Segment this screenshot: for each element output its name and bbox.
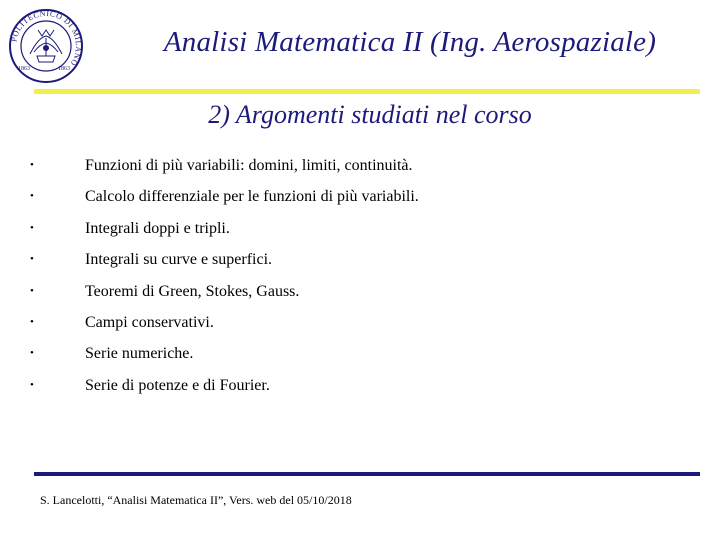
bullet-icon: •	[30, 378, 34, 391]
list-item-text: Campi conservativi.	[85, 313, 214, 331]
list-item	[0, 338, 720, 369]
list-item	[0, 276, 720, 307]
list-item	[0, 213, 720, 244]
footer-divider	[34, 472, 700, 476]
list-item	[0, 370, 720, 401]
bullet-icon: •	[30, 221, 34, 234]
bullet-icon: •	[30, 253, 34, 266]
bullet-icon: •	[30, 159, 34, 171]
list-item	[0, 150, 720, 181]
topic-list	[0, 150, 720, 401]
list-item-text: Serie di potenze e di Fourier.	[85, 376, 270, 394]
list-item-text: Integrali su curve e superfici.	[85, 251, 273, 269]
bullet-icon: •	[30, 284, 34, 297]
header-divider	[34, 89, 700, 94]
slide-title: Analisi Matematica II (Ing. Aerospaziale)	[163, 26, 657, 58]
bullet-icon: •	[30, 190, 34, 203]
university-seal-logo	[8, 8, 84, 84]
list-item-text: Calcolo differenziale per le funzioni di più variabili.	[85, 188, 419, 206]
list-item-text: Integrali doppi e tripli.	[85, 219, 230, 237]
svg-text:POLITECNICO DI MILANO: POLITECNICO DI MILANO	[9, 8, 84, 68]
bullet-icon: •	[30, 347, 34, 360]
svg-text:1863: 1863	[18, 66, 30, 72]
list-item-text: Funzioni di più variabili: domini, limiti, continuità.	[85, 157, 413, 174]
footer-citation: S. Lancelotti, “Analisi Matematica II”, Vers. web del 05/10/2018	[40, 493, 352, 507]
list-item-text: Teoremi di Green, Stokes, Gauss.	[85, 282, 300, 300]
list-item	[0, 244, 720, 275]
bullet-icon: •	[30, 315, 34, 328]
list-item-text: Serie numeriche.	[85, 345, 194, 363]
slide-subtitle: 2) Argomenti studiati nel corso	[208, 100, 532, 129]
list-item	[0, 307, 720, 338]
svg-text:1863: 1863	[58, 66, 70, 72]
list-item	[0, 181, 720, 212]
